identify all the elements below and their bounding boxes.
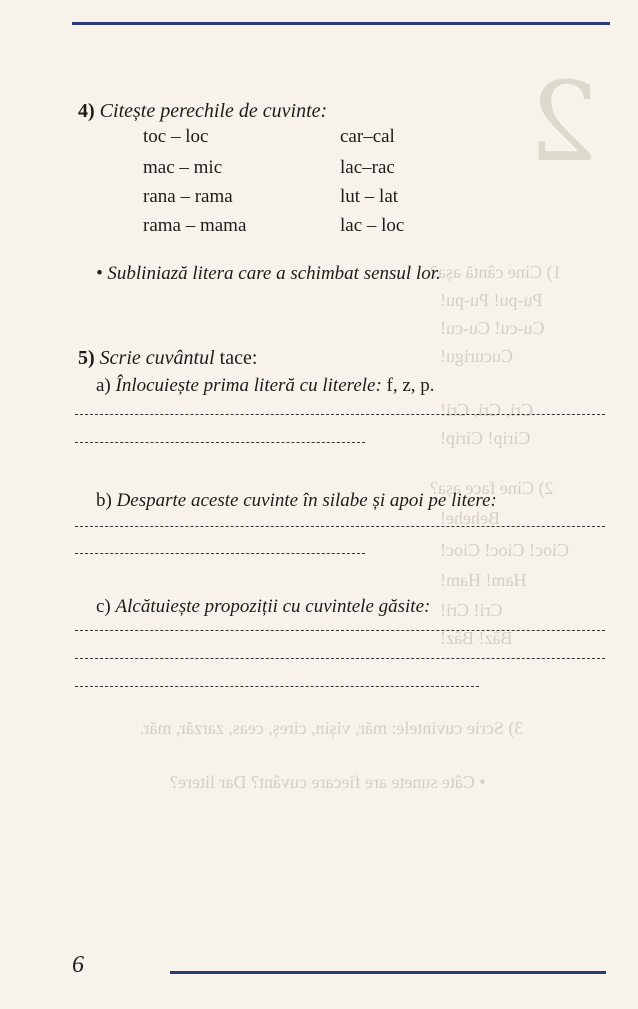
exercise-number: 4) — [78, 100, 95, 122]
subtask-a — [96, 375, 435, 397]
show-through-text: Cri! Cri! — [440, 600, 503, 620]
answer-line[interactable] — [75, 686, 479, 687]
show-through-text: • Câte sunete are fiecare cuvânt? Dar litere? — [170, 772, 486, 792]
subtask-instruction: Desparte aceste cuvinte în silabe și apoi pe litere: — [116, 490, 497, 511]
show-through-text: Cri, Cri, Cri! — [440, 400, 533, 420]
word-pair-right: lac–rac — [340, 157, 395, 178]
replacement-letters: f, z, p. — [381, 375, 435, 396]
bottom-rule — [170, 971, 606, 974]
exercise-number: 5) — [78, 347, 95, 369]
subtask-instruction: Alcătuiește propoziții cu cuvintele găsite: — [115, 596, 431, 617]
answer-line[interactable] — [75, 630, 605, 631]
subtask-instruction: Înlocuiește prima literă cu literele: — [115, 375, 382, 396]
word-pair-left: toc – loc — [143, 126, 209, 147]
show-through-text: Bâz! Bâz! — [440, 628, 513, 648]
subtask-letter: b) — [96, 490, 112, 511]
bullet-task: • Subliniază litera care a schimbat sensul lor. — [96, 263, 441, 284]
page-number: 6 — [72, 952, 84, 978]
show-through-text: Cucurigu! — [440, 346, 513, 366]
show-through-text: 2) Cine face așa? — [430, 478, 554, 498]
show-through-ornament: 2 — [528, 58, 598, 186]
subtask-b — [96, 490, 497, 512]
subtask-letter: c) — [96, 596, 111, 617]
answer-line[interactable] — [75, 442, 365, 443]
word-pair-right: car–cal — [340, 126, 395, 147]
word-pair-left: mac – mic — [143, 157, 223, 178]
show-through-text: Cu-cu! Cu-cu! — [440, 318, 545, 338]
exercise-instruction: Scrie cuvântul — [99, 347, 215, 369]
word-pair-left: rama – mama — [143, 215, 247, 236]
show-through-text: 3) Scrie cuvintele: măr, vișin, cireș, ceas, zarzăr, măr. — [140, 718, 524, 738]
show-through-text: Pu-pu! Pu-pu! — [440, 290, 543, 310]
word-pair-left: rana – rama — [143, 186, 233, 207]
show-through-text: Cirip! Cirip! — [440, 428, 531, 448]
answer-line[interactable] — [75, 526, 605, 527]
show-through-text: Behehe! — [440, 508, 500, 528]
show-through-text: Ham! Ham! — [440, 570, 527, 590]
exercise-4-title — [78, 100, 327, 123]
exercise-instruction: Citește perechile de cuvinte: — [99, 100, 328, 122]
target-word: tace: — [214, 347, 258, 369]
answer-line[interactable] — [75, 553, 365, 554]
show-through-text: Cioc! Cioc! Cioc! — [440, 540, 569, 560]
subtask-letter: a) — [96, 375, 111, 396]
word-pair-right: lac – loc — [340, 215, 405, 236]
exercise-5-title — [78, 347, 257, 370]
answer-line[interactable] — [75, 658, 605, 659]
subtask-c — [96, 596, 430, 618]
answer-line[interactable] — [75, 414, 605, 415]
show-through-text: 1) Cine cântă așa? — [430, 262, 562, 282]
word-pair-right: lut – lat — [340, 186, 399, 207]
